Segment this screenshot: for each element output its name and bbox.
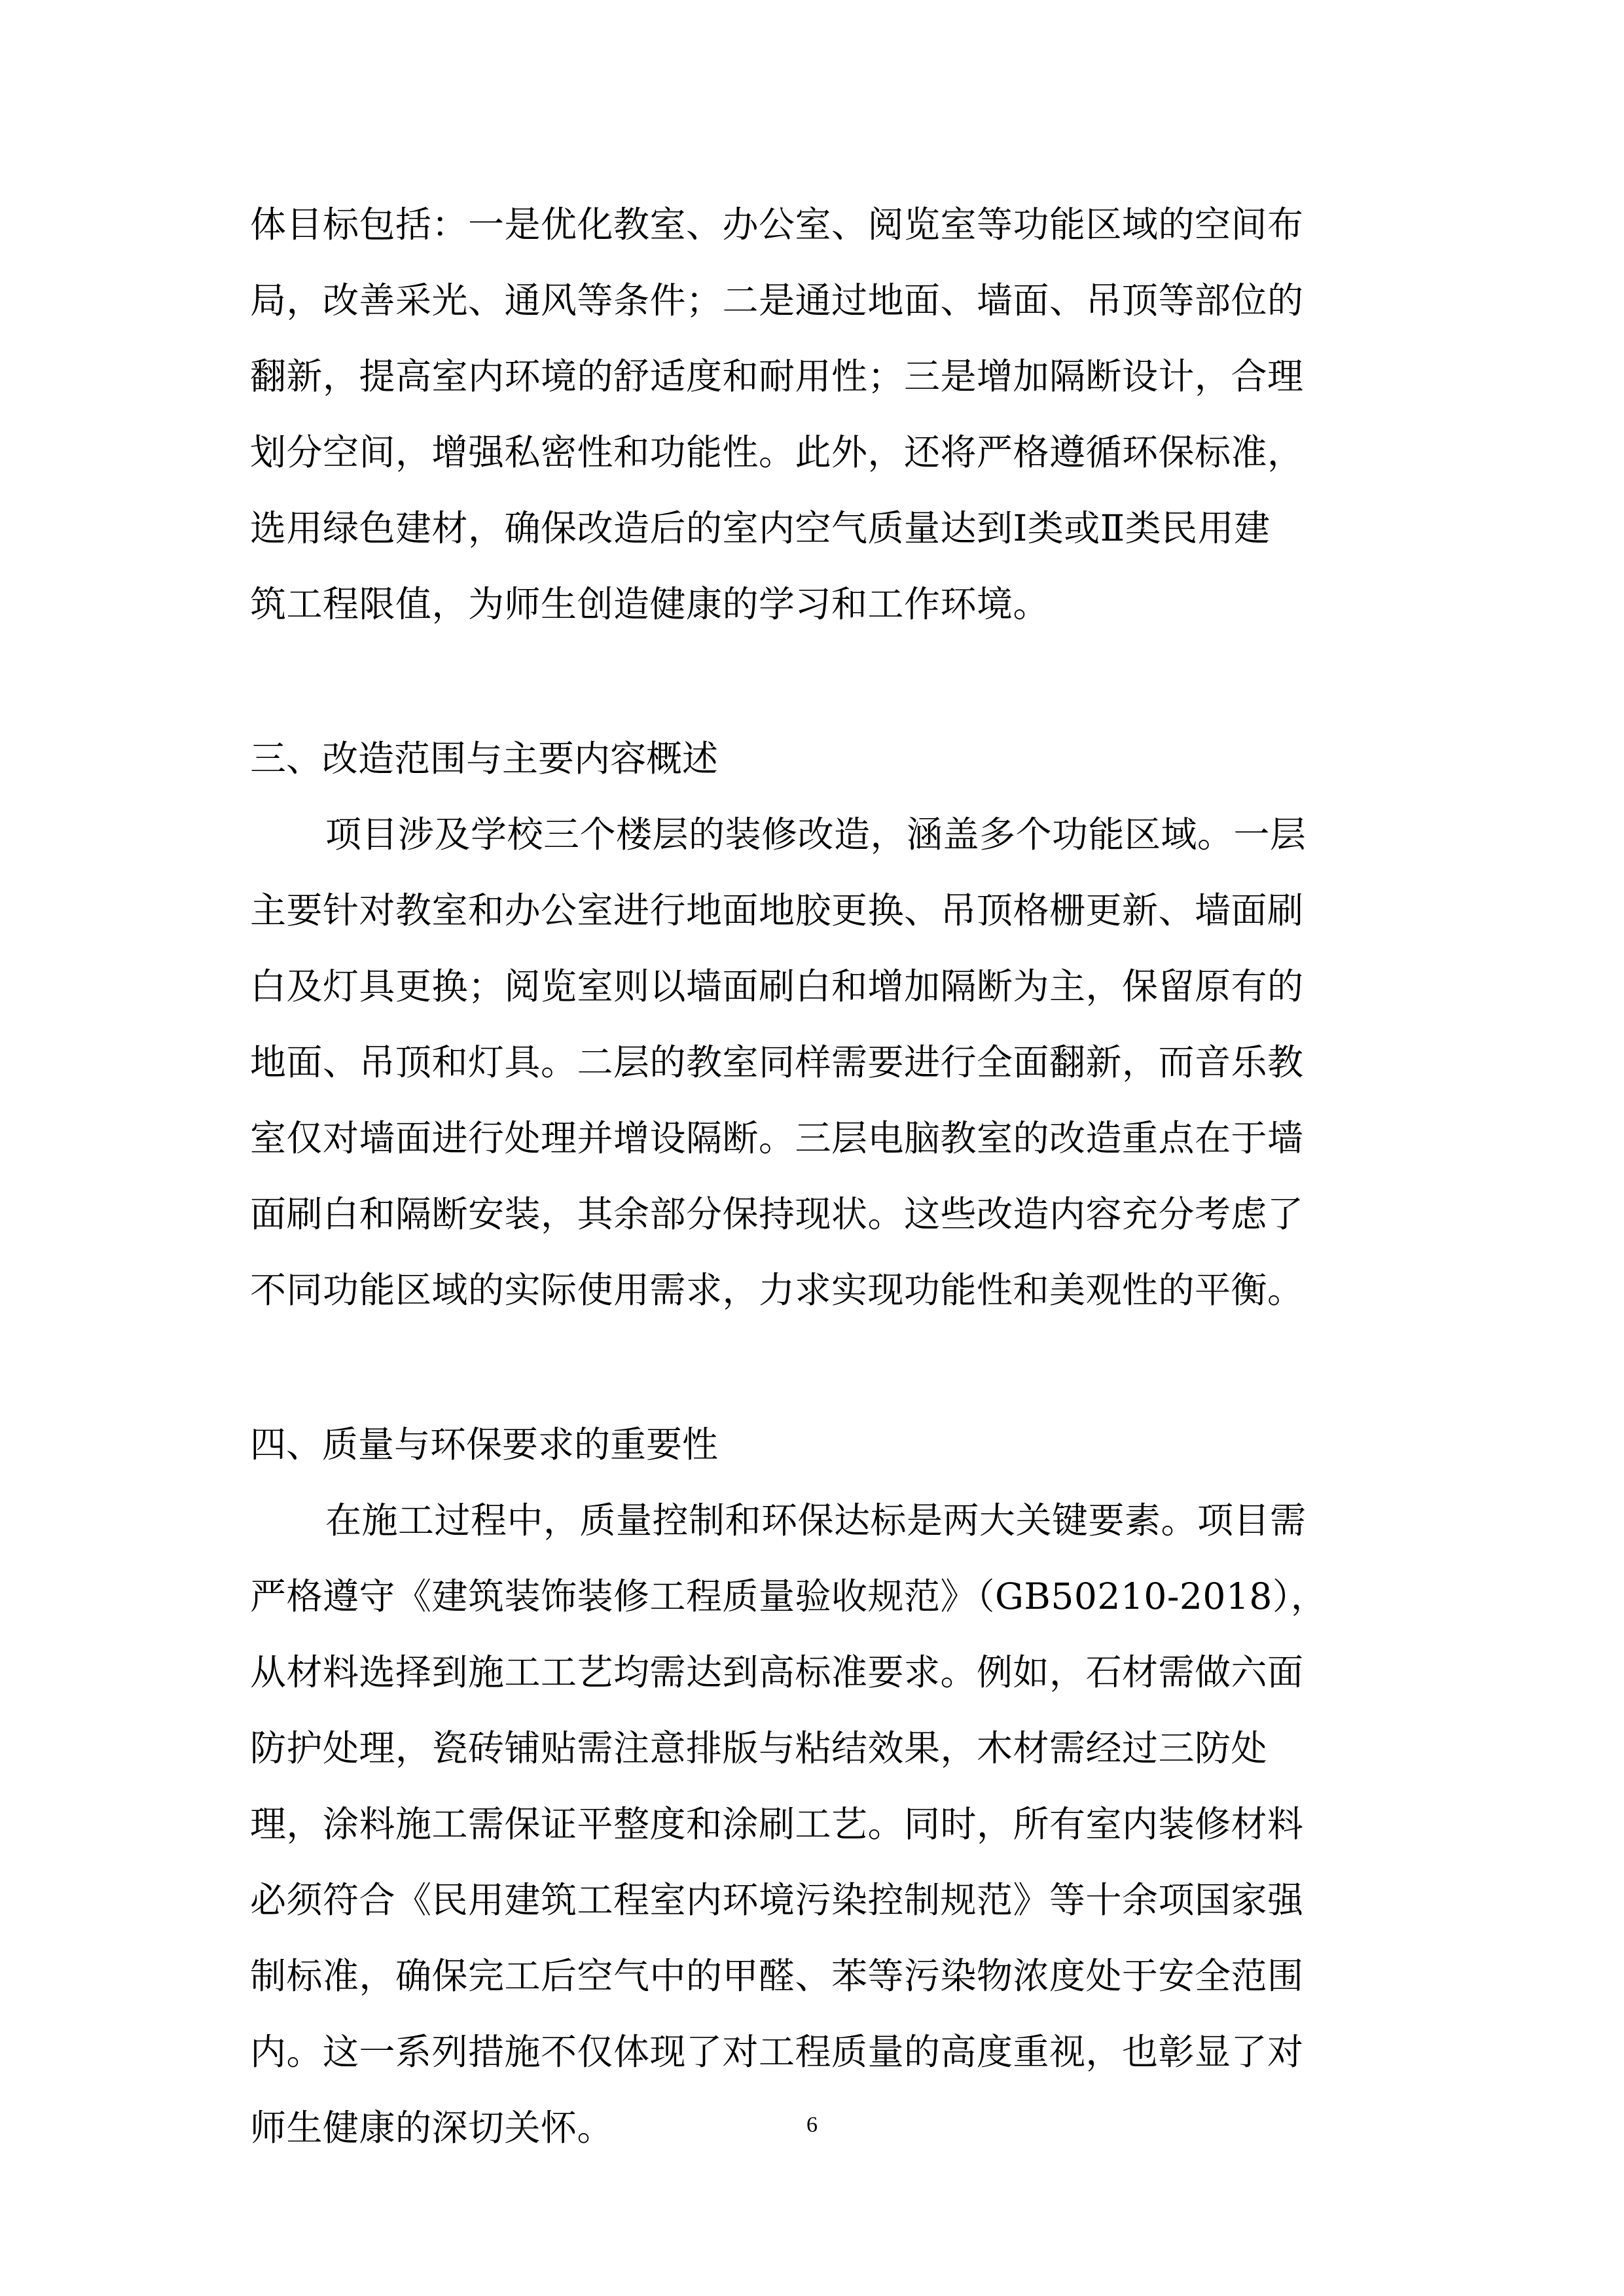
text-line: 项目涉及学校三个楼层的装修改造，涵盖多个功能区域。一层	[325, 814, 1307, 855]
text-line: 划分空间，增强私密性和功能性。此外，还将严格遵循环保标准，	[250, 431, 1304, 473]
text-line: 必须符合《民用建筑工程室内环境污染控制规范》等十余项国家强	[250, 1879, 1304, 1921]
intro-paragraph	[250, 187, 1390, 642]
document-page	[250, 187, 1390, 2166]
text-line: 严格遵守《建筑装饰装修工程质量验收规范》（GB50210-2018），	[250, 1575, 1327, 1617]
text-line: 体目标包括：一是优化教室、办公室、阅览室等功能区域的空间布	[250, 204, 1304, 245]
text-line: 翻新，提高室内环境的舒适度和耐用性；三是增加隔断设计，合理	[250, 355, 1304, 397]
section-heading: 三、改造范围与主要内容概述	[250, 738, 719, 780]
text-line: 选用绿色建材，确保改造后的室内空气质量达到Ⅰ类或Ⅱ类民用建	[250, 507, 1271, 549]
section-4	[250, 1407, 1390, 2166]
text-line: 筑工程限值，为师生创造健康的学习和工作环境。	[250, 583, 1050, 625]
section-heading: 四、质量与环保要求的重要性	[250, 1424, 719, 1465]
text-line: 师生健康的深切关怀。	[250, 2107, 614, 2149]
text-line: 防护处理，瓷砖铺贴需注意排版与粘结效果，木材需经过三防处	[250, 1727, 1268, 1769]
text-line: 制标准，确保完工后空气中的甲醛、苯等污染物浓度处于安全范围	[250, 1955, 1304, 1997]
text-line: 理，涂料施工需保证平整度和涂刷工艺。同时，所有室内装修材料	[250, 1803, 1304, 1845]
text-line: 不同功能区域的实际使用需求，力求实现功能性和美观性的平衡。	[250, 1269, 1304, 1311]
text-line: 白及灯具更换；阅览室则以墙面刷白和增加隔断为主，保留原有的	[250, 965, 1304, 1007]
text-line: 局，改善采光、通风等条件；二是通过地面、墙面、吊顶等部位的	[250, 279, 1304, 321]
section-3	[250, 721, 1390, 1328]
text-line: 内。这一系列措施不仅体现了对工程质量的高度重视，也彰显了对	[250, 2031, 1304, 2073]
text-line: 面刷白和隔断安装，其余部分保持现状。这些改造内容充分考虑了	[250, 1193, 1304, 1235]
text-line: 地面、吊顶和灯具。二层的教室同样需要进行全面翻新，而音乐教	[250, 1041, 1304, 1083]
text-line: 从材料选择到施工工艺均需达到高标准要求。例如，石材需做六面	[250, 1651, 1304, 1693]
text-line: 在施工过程中，质量控制和环保达标是两大关键要素。项目需	[325, 1499, 1307, 1541]
text-line: 室仅对墙面进行处理并增设隔断。三层电脑教室的改造重点在于墙	[250, 1117, 1304, 1159]
text-line: 主要针对教室和办公室进行地面地胶更换、吊顶格栅更新、墙面刷	[250, 889, 1304, 931]
page-number: 6	[806, 2113, 818, 2137]
